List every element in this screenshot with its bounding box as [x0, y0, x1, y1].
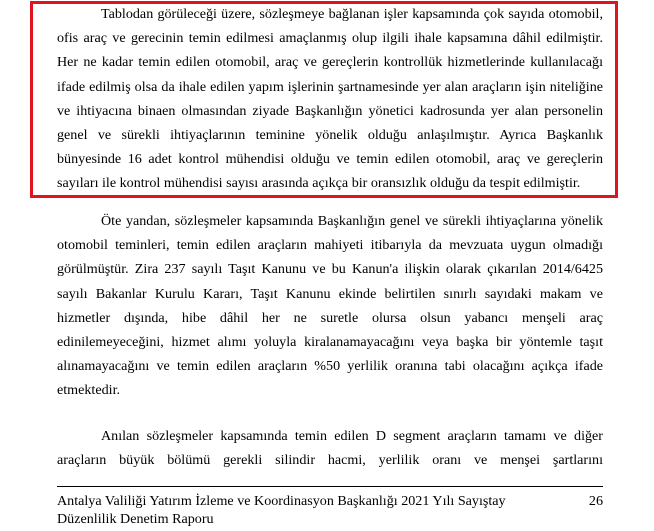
text-line: etmektedir. [57, 382, 121, 399]
page-number: 26 [588, 493, 603, 509]
paragraph-vehicle-legislation [57, 209, 603, 403]
text-line: edinilemeyeceğini, hizmet alımı yoluyla kiralanamayacağını veya başka bir yöntemle taşıt [57, 333, 603, 350]
text-line: ve ihtiyacına binaen olmasından ziyade Başkanlığın yönetici kadrosunda yer alan personelin [57, 102, 603, 119]
paragraph-highlighted [57, 2, 603, 196]
paragraph-d-segment [57, 424, 603, 472]
footer-report-title [57, 492, 527, 528]
text-line: Tablodan görüleceği üzere, sözleşmeye bağlanan işler kapsamında çok sayıda otomobil, [101, 6, 603, 22]
footer-title-line: Antalya Valiliği Yatırım İzleme ve Koordinasyon Başkanlığı 2021 Yılı Sayıştay [57, 493, 506, 509]
text-line: otomobil teminleri, temin edilen araçların mahiyeti itibarıyla da mevzuata uygun olmadığı [57, 237, 603, 254]
footer-title-line: Düzenlilik Denetim Raporu [57, 511, 214, 527]
text-line: sayıları ile kontrol mühendisi sayısı arasında açıkça bir oransızlık olduğu da tespit edilmiştir. [57, 175, 581, 192]
text-line: hizmetler dışında, hibe dâhil her ne suretle olursa olsun yabancı menşeli araç [57, 309, 603, 326]
text-line: Anılan sözleşmeler kapsamında temin edilen D segment araçların tamamı ve diğer [101, 428, 603, 444]
text-line: ofis araç ve gerecinin temin edilmesi amaçlanmış olup ilgili ihale kapsamına dâhil edilmiştir. [57, 30, 603, 47]
text-line: görülmüştür. Zira 237 sayılı Taşıt Kanunu ve bu Kanun'a ilişkin olarak çıkarılan 2014/6425 [57, 261, 603, 278]
text-line: araçların büyük bölümü gerekli silindir hacmi, yerlilik oranı ve menşei şartlarını [57, 452, 603, 469]
text-line: Öte yandan, sözleşmeler kapsamında Başkanlığın genel ve sürekli ihtiyaçlarına yönelik [101, 213, 603, 229]
text-line: genel ve sürekli ihtiyaçlarının teminine yönelik olduğu anlaşılmıştır. Ayrıca Başkanlık [57, 126, 603, 143]
text-line: alınamayacağını ve temin edilen araçların %50 yerlilik oranına tabi olacağını açıkça ifade [57, 358, 603, 375]
text-line: ifade edilmiş olsa da ihale edilen yapım işlerinin şartnamesinde yer alan araçların işin niteliğine [57, 78, 603, 95]
text-line: bünyesinde 16 adet kontrol mühendisi olduğu ve temin edilen otomobil, araç ve gereçlerin [57, 151, 603, 168]
footer-divider [57, 486, 603, 487]
text-line: Her ne kadar temin edilen otomobil, araç ve gereçlerin kontrollük hizmetlerinde kullanılacağı [57, 54, 603, 71]
text-line: sayılı Bakanlar Kurulu Kararı, Taşıt Kanunu ekinde belirtilen sınırlı sayıdaki makam ve [57, 285, 603, 302]
